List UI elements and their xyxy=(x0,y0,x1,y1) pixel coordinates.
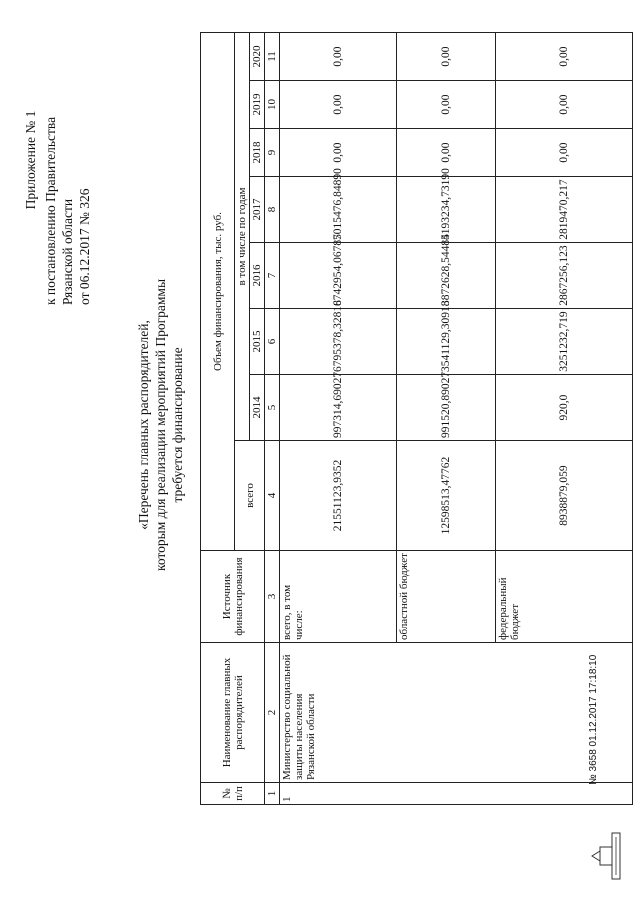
index-cell: 11 xyxy=(265,32,280,80)
registration-stamp: № 3658 01.12.2017 17:18:10 xyxy=(588,654,599,785)
header-volume: Объем финансирования, тыс. руб. xyxy=(201,32,235,550)
header-manager: Наименование главных распорядителей xyxy=(201,643,265,783)
value-cell: 3872628,54485 xyxy=(397,243,496,309)
header-row xyxy=(201,32,235,804)
annex-line: к постановлению Правительства xyxy=(43,116,58,305)
value-cell: 3251232,719 xyxy=(496,309,633,375)
value-cell: 4193234,73190 xyxy=(397,177,496,243)
header-year: 2019 xyxy=(250,81,265,129)
index-cell: 9 xyxy=(265,129,280,177)
header-year: 2018 xyxy=(250,129,265,177)
index-cell: 3 xyxy=(265,551,280,643)
value-cell: 6742954,06785 xyxy=(280,243,397,309)
manager-name: Министерство социальной защиты населения Рязанской области xyxy=(280,643,633,783)
header-year: 2014 xyxy=(250,375,265,441)
value-cell: 0,00 xyxy=(496,81,633,129)
total-cell: 8938879,059 xyxy=(496,441,633,551)
header-source: Источник финансирования xyxy=(201,551,265,643)
document-title xyxy=(135,145,186,705)
value-cell: 0,00 xyxy=(496,129,633,177)
value-cell: 0,00 xyxy=(496,32,633,80)
index-cell: 7 xyxy=(265,243,280,309)
index-cell: 1 xyxy=(265,783,280,805)
value-cell: 0,00 xyxy=(280,129,397,177)
index-cell: 8 xyxy=(265,177,280,243)
header-including: в том числе по годам xyxy=(235,32,250,440)
value-cell: 0,00 xyxy=(280,81,397,129)
index-cell: 10 xyxy=(265,81,280,129)
value-cell: 920,0 xyxy=(496,375,633,441)
total-cell: 21551123,9352 xyxy=(280,441,397,551)
value-cell: 997314,69027 xyxy=(280,375,397,441)
total-cell: 12598513,47762 xyxy=(397,441,496,551)
annex-date: от 06.12.2017 № 326 xyxy=(77,188,92,305)
value-cell: 2819470,217 xyxy=(496,177,633,243)
source-cell: областной бюджет xyxy=(397,551,496,643)
header-total: всего xyxy=(235,441,265,551)
source-cell: всего, в том числе: xyxy=(280,551,397,643)
index-cell: 4 xyxy=(265,441,280,551)
header-year: 2015 xyxy=(250,309,265,375)
header-num: № п/п xyxy=(201,783,265,805)
title-line: которым для реализации мероприятий Программы xyxy=(153,278,168,572)
header-year: 2016 xyxy=(250,243,265,309)
emblem-icon xyxy=(588,825,624,887)
header-year: 2020 xyxy=(250,32,265,80)
index-cell: 6 xyxy=(265,309,280,375)
annex-title: Приложение № 1 xyxy=(23,110,38,210)
value-cell: 3541129,30918 xyxy=(397,309,496,375)
value-cell: 0,00 xyxy=(397,32,496,80)
title-line: «Перечень главных распорядителей, xyxy=(136,320,151,530)
index-cell: 5 xyxy=(265,375,280,441)
annex-line: Рязанской области xyxy=(60,198,75,305)
value-cell: 6795378,32818 xyxy=(280,309,397,375)
index-cell: 2 xyxy=(265,643,280,783)
header-year: 2017 xyxy=(250,177,265,243)
financing-table xyxy=(200,32,633,805)
source-cell: федеральный бюджет xyxy=(496,551,633,643)
column-index-row xyxy=(265,32,280,804)
title-line: требуется финансирование xyxy=(170,347,185,503)
value-cell: 7015476,84890 xyxy=(280,177,397,243)
table-row xyxy=(280,32,397,804)
annex-block xyxy=(22,15,93,305)
value-cell: 2867256,123 xyxy=(496,243,633,309)
row-number: 1 xyxy=(280,783,633,805)
value-cell: 0,00 xyxy=(280,32,397,80)
value-cell: 0,00 xyxy=(397,129,496,177)
value-cell: 991520,89027 xyxy=(397,375,496,441)
value-cell: 0,00 xyxy=(397,81,496,129)
